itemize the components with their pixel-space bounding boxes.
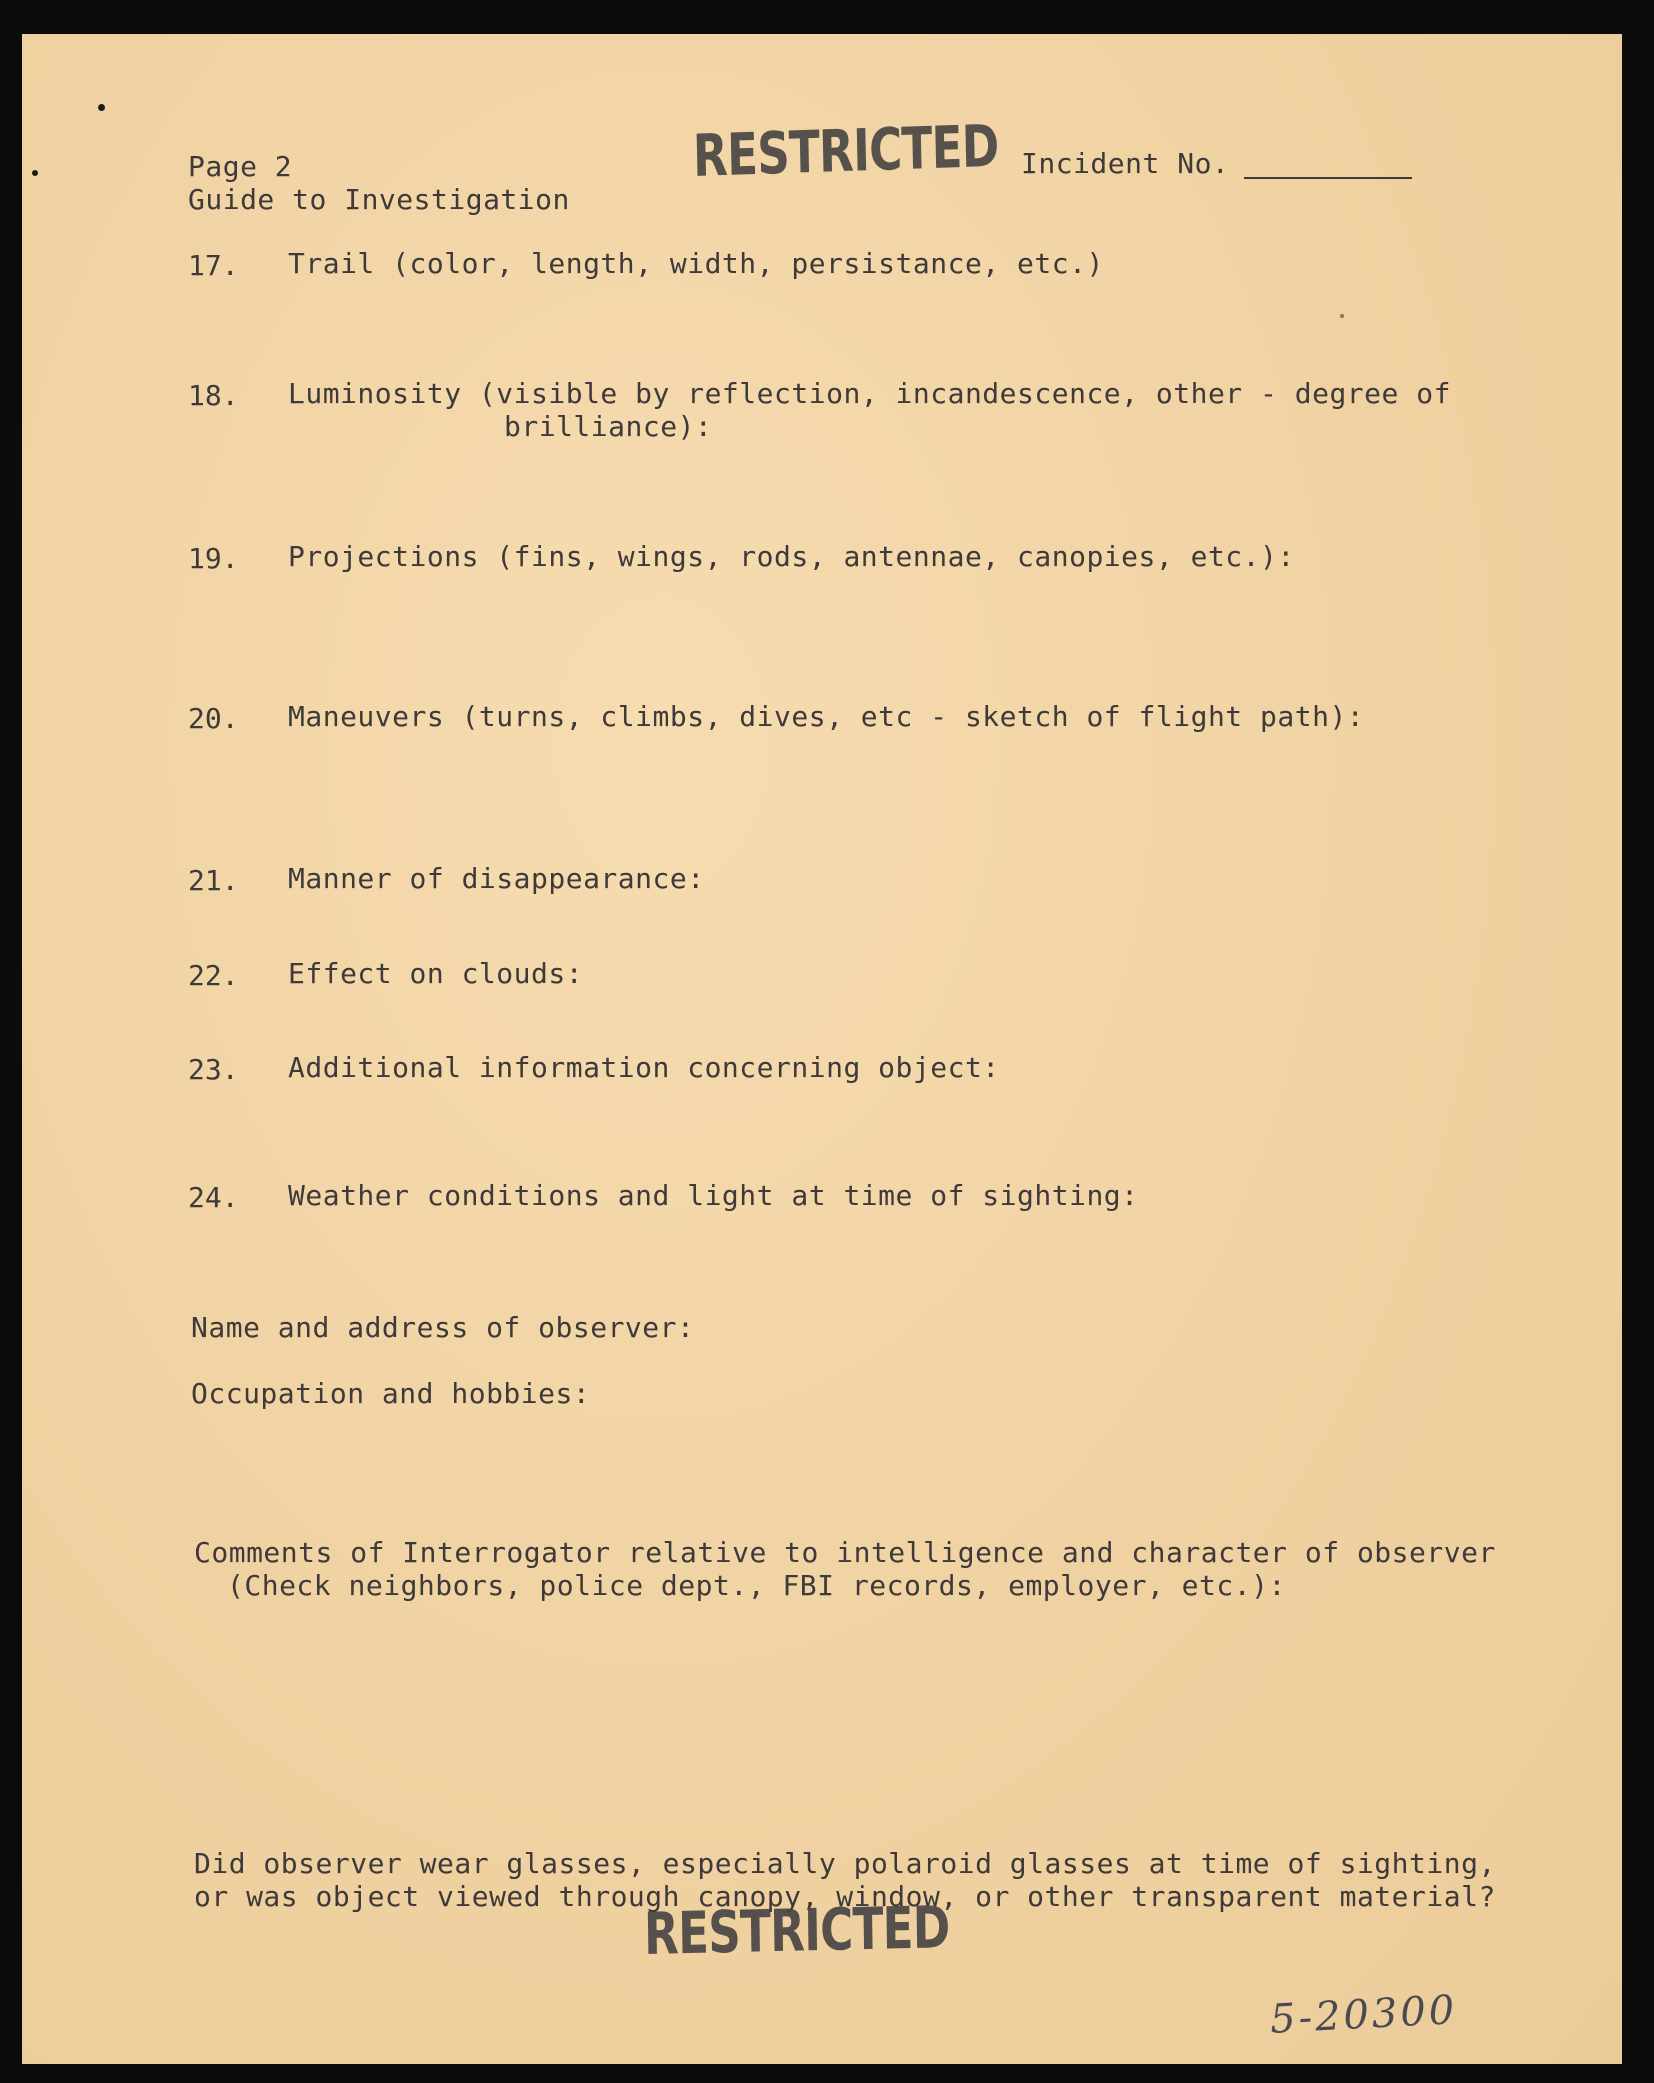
- scan-speck: [32, 170, 38, 176]
- glasses-question-continued: or was object viewed through canopy, window, or other transparent material?: [194, 1880, 1496, 1913]
- item-18-text: Luminosity (visible by reflection, incandescence, other - degree of: [288, 377, 1451, 410]
- glasses-question: Did observer wear glasses, especially polaroid glasses at time of sighting,: [194, 1847, 1496, 1880]
- item-21-text: Manner of disappearance:: [288, 862, 705, 895]
- item-22-number: 22.: [188, 959, 239, 992]
- item-17-text: Trail (color, length, width, persistance, etc.): [288, 247, 1104, 280]
- item-20-text: Maneuvers (turns, climbs, dives, etc - sketch of flight path):: [288, 700, 1365, 733]
- item-19-text: Projections (fins, wings, rods, antennae, canopies, etc.):: [288, 540, 1295, 573]
- item-18-text-continued: brilliance):: [504, 410, 713, 443]
- incident-number-blank: [1244, 177, 1412, 179]
- item-24-number: 24.: [188, 1181, 239, 1214]
- restricted-stamp-top: RESTRICTED: [692, 111, 1000, 190]
- interrogator-comments-label-continued: (Check neighbors, police dept., FBI records, employer, etc.):: [227, 1569, 1286, 1602]
- item-24-text: Weather conditions and light at time of sighting:: [288, 1179, 1139, 1212]
- item-23-text: Additional information concerning object:: [288, 1051, 1000, 1084]
- item-19-number: 19.: [188, 542, 239, 575]
- restricted-stamp-bottom: RESTRICTED: [643, 1893, 950, 1968]
- observer-name-address-label: Name and address of observer:: [191, 1311, 695, 1344]
- item-20-number: 20.: [188, 702, 239, 735]
- scan-speck: [98, 104, 105, 111]
- scan-speck: [1340, 314, 1344, 318]
- item-18-number: 18.: [188, 379, 239, 412]
- incident-number-label: Incident No.: [1021, 147, 1230, 180]
- item-21-number: 21.: [188, 864, 239, 897]
- interrogator-comments-label: Comments of Interrogator relative to intelligence and character of observer: [194, 1536, 1496, 1569]
- document-page: [22, 34, 1622, 2064]
- item-23-number: 23.: [188, 1053, 239, 1086]
- item-17-number: 17.: [188, 249, 239, 282]
- page-number: Page 2: [188, 150, 293, 183]
- item-22-text: Effect on clouds:: [288, 957, 584, 990]
- handwritten-file-number: 5-20300: [1268, 1987, 1459, 2043]
- document-subtitle: Guide to Investigation: [188, 183, 570, 216]
- observer-occupation-label: Occupation and hobbies:: [191, 1377, 591, 1410]
